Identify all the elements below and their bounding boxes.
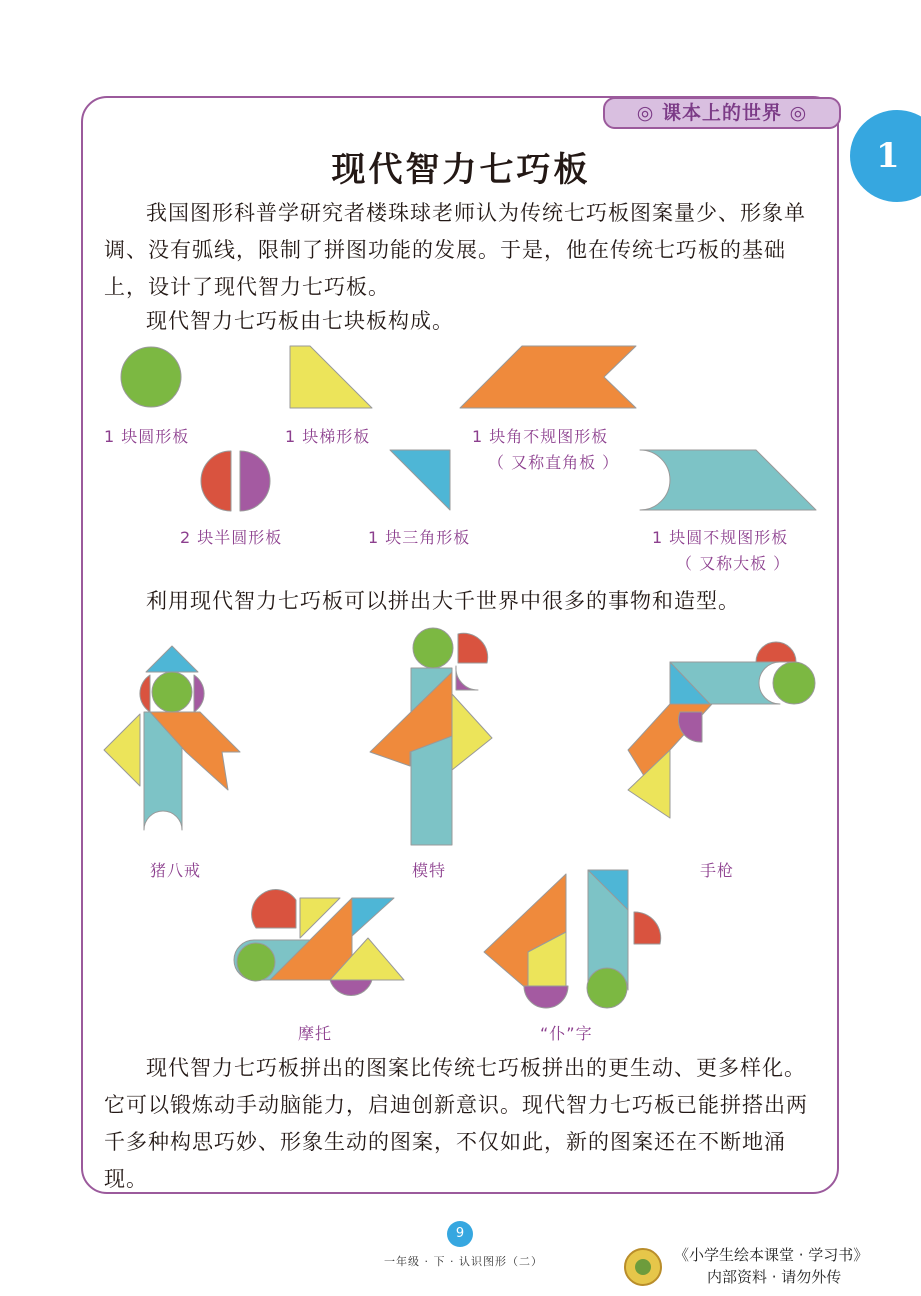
publisher-logo-icon [624, 1248, 662, 1286]
intro-paragraph: 我国图形科普学研究者楼珠球老师认为传统七巧板图案量少、形象单调、没有弧线，限制了拼图功能的发展。于是，他在传统七巧板的基础上，设计了现代智力七巧板。 [104, 201, 806, 299]
label-triangle-piece: 1 块三角形板 [368, 528, 471, 547]
label-circle-piece: 1 块圆形板 [104, 427, 190, 446]
internal-notice: 内部资料 · 请勿外传 [707, 1268, 842, 1286]
label-irregular-angle-alias: （ 又称直角板 ） [488, 453, 620, 472]
book-title: 《小学生绘本课堂 · 学习书》 [674, 1246, 869, 1264]
page-number: 9 [447, 1221, 473, 1247]
pieces-intro-paragraph: 现代智力七巧板由七块板构成。 [146, 309, 454, 333]
figures-intro-paragraph: 利用现代智力七巧板可以拼出大千世界中很多的事物和造型。 [146, 589, 740, 613]
label-character-figure: “仆”字 [540, 1024, 593, 1043]
triangle-piece [390, 450, 450, 510]
closing-paragraph: 现代智力七巧板拼出的图案比传统七巧板拼出的更生动、更多样化。它可以锻炼动手动脑能力，启迪创新意识。现代智力七巧板已能拼搭出两千多种构思巧妙、形象生动的图案，不仅如此，新的图案还在不断地涌现。 [104, 1056, 808, 1191]
purple-semicircle-piece [240, 451, 270, 511]
label-gun-figure: 手枪 [700, 861, 735, 880]
label-irregular-circle-piece: 1 块圆不规图形板 [652, 528, 789, 547]
label-irregular-circle-alias: （ 又称大板 ） [676, 554, 791, 573]
irregular-circle-piece [640, 450, 816, 510]
article-title: 现代智力七巧板 [331, 150, 591, 190]
course-label: 一年级 · 下 · 认识图形（二） [384, 1255, 543, 1268]
label-irregular-angle-piece: 1 块角不规图形板 [472, 427, 609, 446]
trapezoid-piece [290, 346, 372, 408]
label-model-figure: 模特 [412, 861, 447, 880]
motorcycle-figure [234, 890, 404, 996]
label-semicircle-pieces: 2 块半圆形板 [180, 528, 283, 547]
label-motorcycle-figure: 摩托 [298, 1024, 333, 1043]
irregular-angle-piece [460, 346, 636, 408]
label-pig-figure: 猪八戒 [150, 861, 202, 880]
label-trapezoid-piece: 1 块梯形板 [285, 427, 371, 446]
circle-piece [121, 347, 181, 407]
character-figure [484, 870, 661, 1008]
pig-figure [104, 646, 240, 830]
chapter-number-badge: 1 [850, 110, 921, 202]
gun-figure [628, 642, 815, 818]
red-semicircle-piece [201, 451, 231, 511]
model-figure [370, 628, 492, 845]
section-tag: ◎ 课本上的世界 ◎ [603, 97, 841, 129]
